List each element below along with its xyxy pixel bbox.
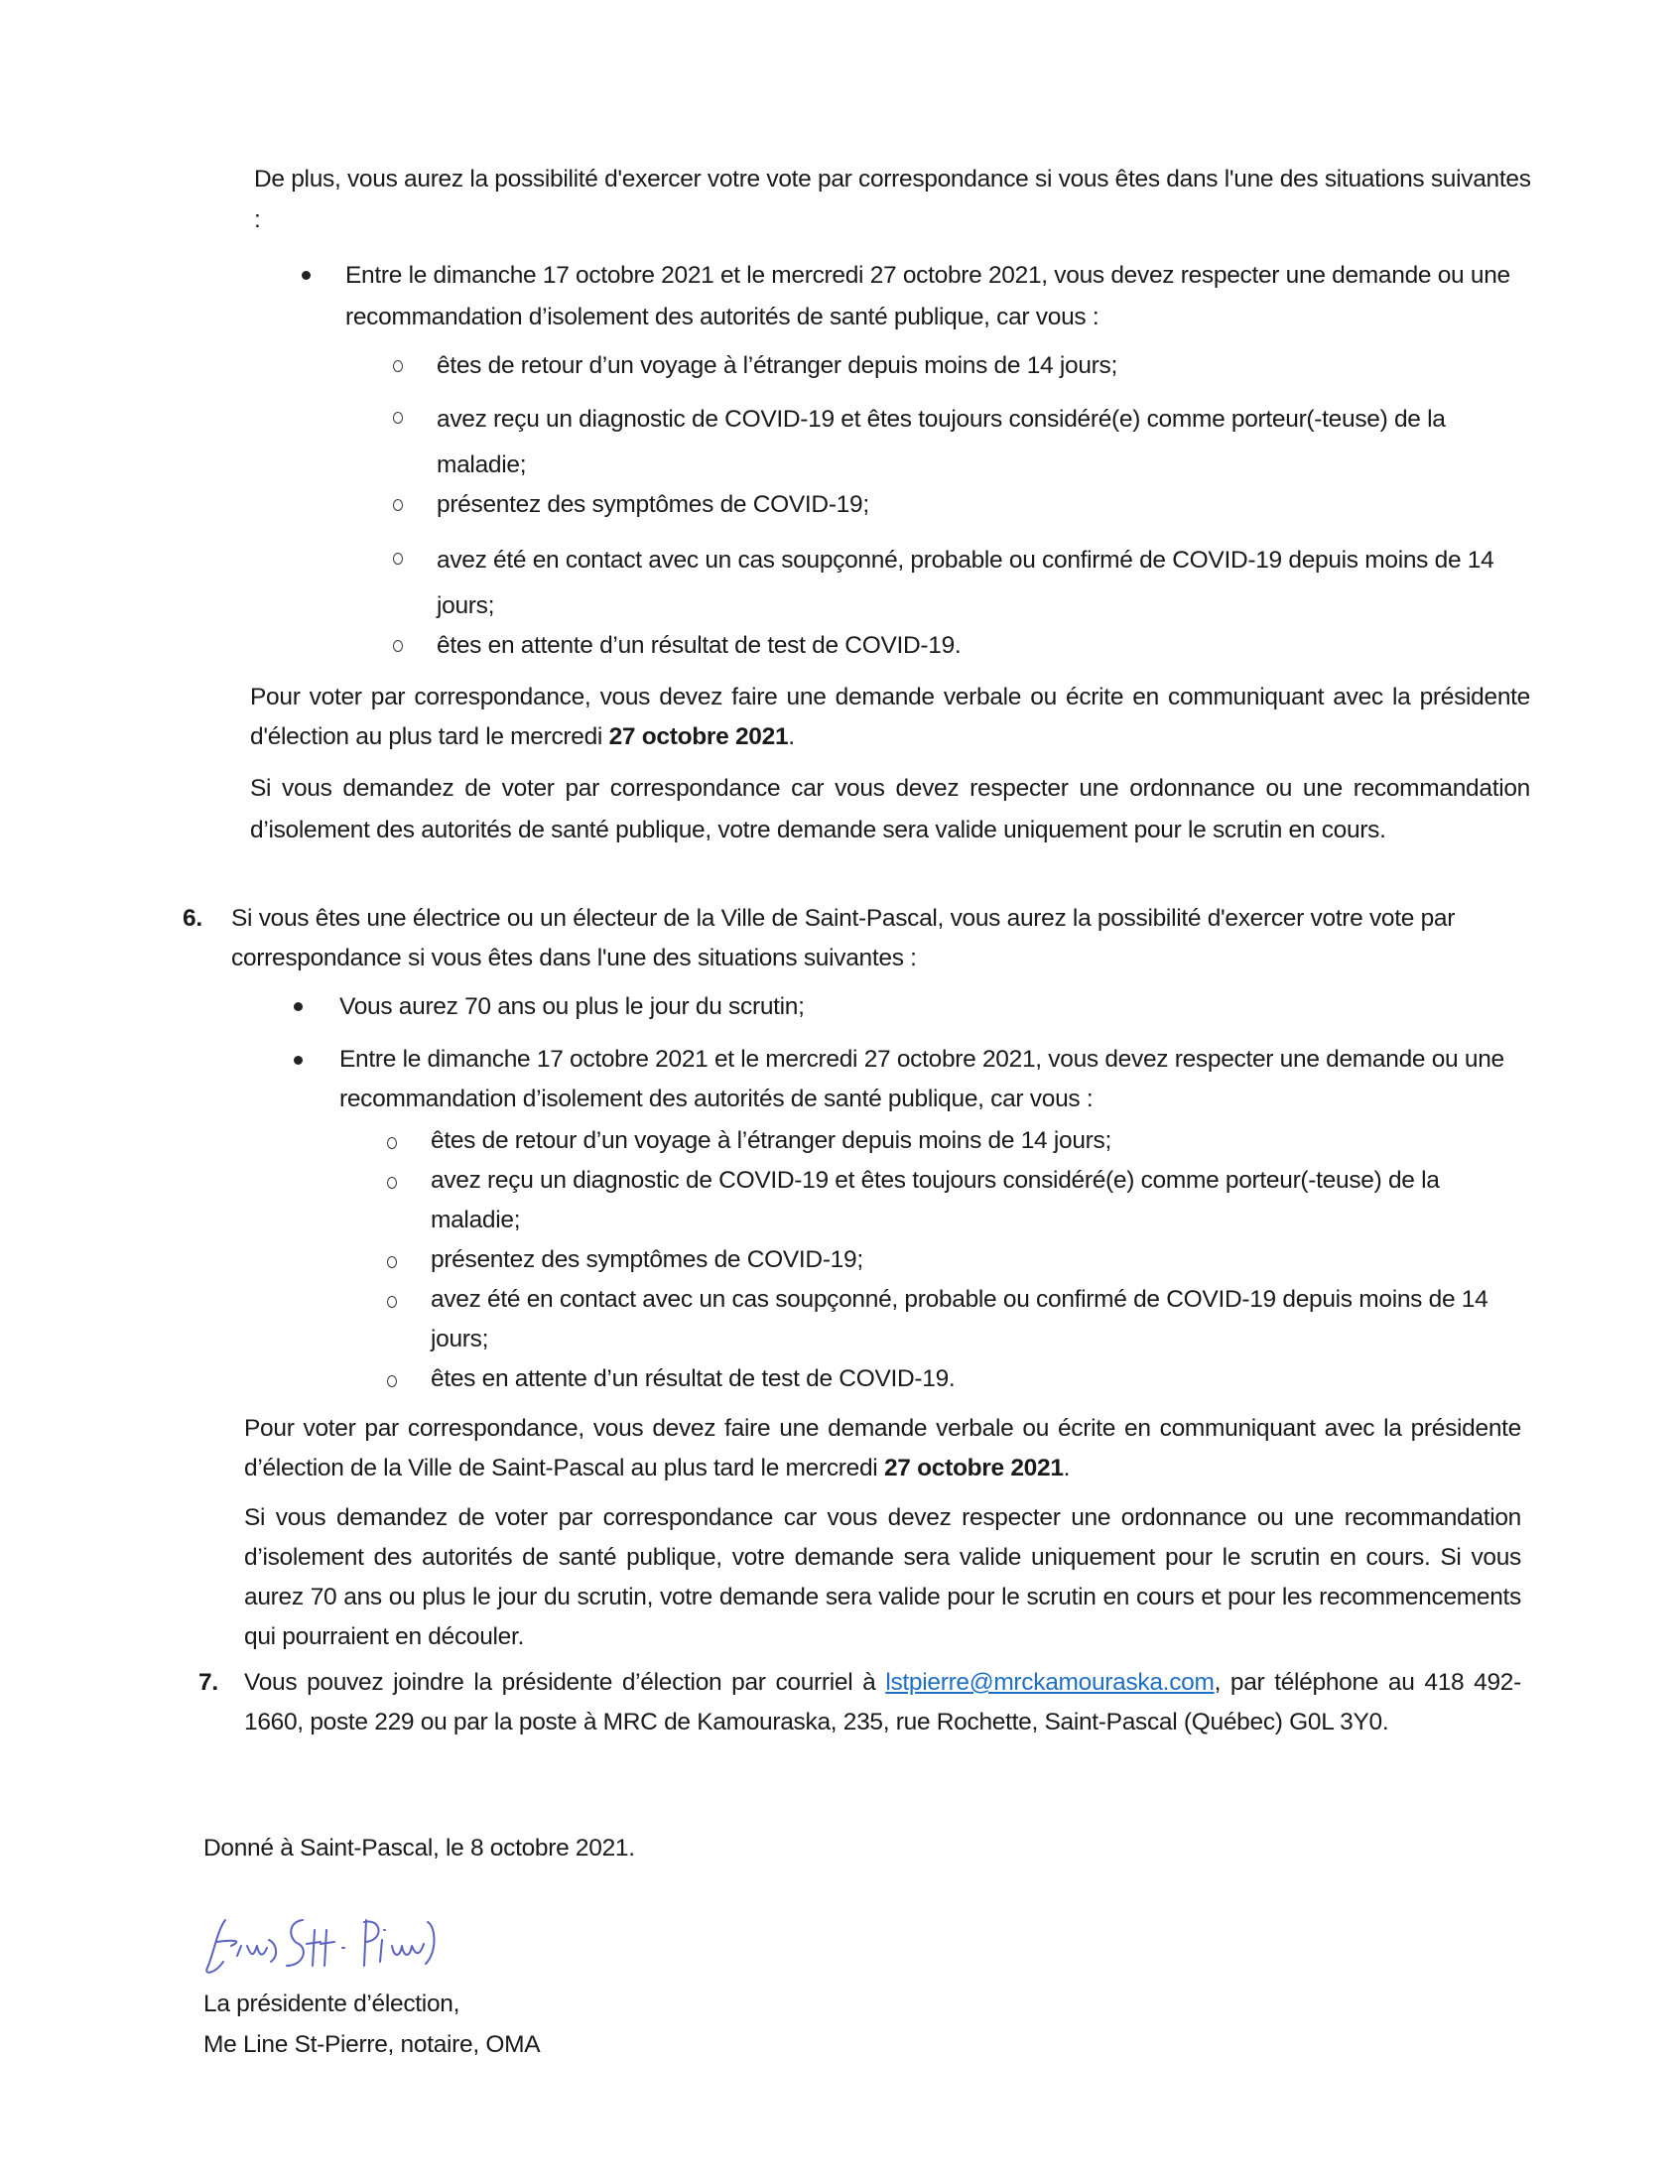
circle-bullet-icon: [393, 360, 403, 372]
item-6-text: Si vous êtes une électrice ou un électeur de la Ville de Saint-Pascal, vous aurez la possibilité d'exercer votre vote par correspondance si vous êtes dans l'une des situations suivantes :: [231, 905, 1456, 971]
item-6-validity-paragraph: Si vous demandez de voter par correspondance car vous devez respecter une ordonnance ou une recommandation d’isolement des autorités de santé publique, votre demande sera valide uniquement pour le scrutin en cours. Si vous aurez 70 ans ou plus le jour du scrutin, votre demande sera valide pour le scrutin en cours et pour les recommencements qui pourraient en découler.: [244, 1504, 1521, 1650]
intro-validity-paragraph: Si vous demandez de voter par correspondance car vous devez respecter une ordonnance ou une recommandation d’isolement des autorités de santé publique, votre demande sera valide uniquement pour le scrutin en cours.: [250, 775, 1530, 843]
signer-name: Me Line St-Pierre, notaire, OMA: [203, 2031, 541, 2058]
item-6-bullet-1: Vous aurez 70 ans ou plus le jour du scrutin;: [339, 993, 805, 1020]
request-text: Pour voter par correspondance, vous devez faire une demande verbale ou écrite en communiquant avec la présidente d’élection de la Ville de Saint-Pascal au plus tard le mercredi: [244, 1415, 1521, 1481]
item-6-subitem-2: avez reçu un diagnostic de COVID-19 et êtes toujours considéré(e) comme porteur(-teuse) de la maladie;: [431, 1167, 1440, 1233]
circle-bullet-icon: [387, 1137, 397, 1149]
item-6-request-paragraph: [244, 1409, 1521, 1488]
intro-subitem-1: êtes de retour d’un voyage à l’étranger depuis moins de 14 jours;: [437, 352, 1117, 379]
circle-bullet-icon: [393, 553, 403, 565]
circle-bullet-icon: [387, 1375, 397, 1387]
contact-text-end: , par téléphone au 418 492-1660, poste 229 ou par la poste à MRC de Kamouraska, 235, rue Rochette, Saint-Pascal (Québec) G0L 3Y0.: [244, 1669, 1521, 1735]
intro-bullet-1: Entre le dimanche 17 octobre 2021 et le mercredi 27 octobre 2021, vous devez respecter une demande ou une recommandation d’isolement des autorités de santé publique, car vous :: [345, 262, 1510, 330]
intro-request-paragraph: [250, 678, 1530, 757]
intro-subitem-3: présentez des symptômes de COVID-19;: [437, 491, 869, 518]
bullet-icon: [294, 1056, 303, 1065]
bullet-icon: [294, 1002, 303, 1011]
intro-subitem-2: avez reçu un diagnostic de COVID-19 et êtes toujours considéré(e) comme porteur(-teuse) de la maladie;: [437, 406, 1446, 478]
signer-title: La présidente d’élection,: [203, 1991, 460, 2017]
contact-text: Vous pouvez joindre la présidente d’élection par courriel à: [244, 1669, 886, 1696]
circle-bullet-icon: [387, 1177, 397, 1189]
request-text-end: .: [1063, 1455, 1071, 1481]
item-6-subitem-1: êtes de retour d’un voyage à l’étranger depuis moins de 14 jours;: [431, 1127, 1111, 1154]
intro-subitem-4: avez été en contact avec un cas soupçonné, probable ou confirmé de COVID-19 depuis moins de 14 jours;: [437, 547, 1494, 619]
bullet-icon: [302, 271, 311, 280]
intro-subitem-5: êtes en attente d’un résultat de test de COVID-19.: [437, 632, 962, 659]
request-text-end: .: [788, 723, 795, 750]
item-6-subitem-3: présentez des symptômes de COVID-19;: [431, 1246, 863, 1273]
request-deadline: 27 octobre 2021: [883, 1455, 1064, 1481]
item-6-number: 6.: [183, 905, 202, 932]
circle-bullet-icon: [393, 640, 403, 652]
circle-bullet-icon: [393, 499, 403, 511]
item-6-subitem-5: êtes en attente d’un résultat de test de COVID-19.: [431, 1365, 956, 1392]
given-at-line: Donné à Saint-Pascal, le 8 octobre 2021.: [203, 1835, 635, 1862]
item-6-subitem-4: avez été en contact avec un cas soupçonné, probable ou confirmé de COVID-19 depuis moins de 14 jours;: [431, 1286, 1488, 1352]
signature-image: [203, 1900, 501, 1990]
item-7-text: [244, 1663, 1521, 1742]
request-deadline: 27 octobre 2021: [608, 723, 789, 750]
intro-paragraph: De plus, vous aurez la possibilité d'exercer votre vote par correspondance si vous êtes dans l'une des situations suivantes :: [254, 166, 1531, 233]
email-link[interactable]: lstpierre@mrckamouraska.com: [885, 1669, 1215, 1696]
item-7-number: 7.: [198, 1669, 218, 1696]
circle-bullet-icon: [387, 1296, 397, 1308]
request-text: Pour voter par correspondance, vous devez faire une demande verbale ou écrite en communiquant avec la présidente d'élection au plus tard le mercredi: [250, 684, 1530, 750]
circle-bullet-icon: [387, 1256, 397, 1268]
item-6-bullet-2: Entre le dimanche 17 octobre 2021 et le mercredi 27 octobre 2021, vous devez respecter une demande ou une recommandation d’isolement des autorités de santé publique, car vous :: [339, 1046, 1504, 1112]
circle-bullet-icon: [393, 412, 403, 424]
